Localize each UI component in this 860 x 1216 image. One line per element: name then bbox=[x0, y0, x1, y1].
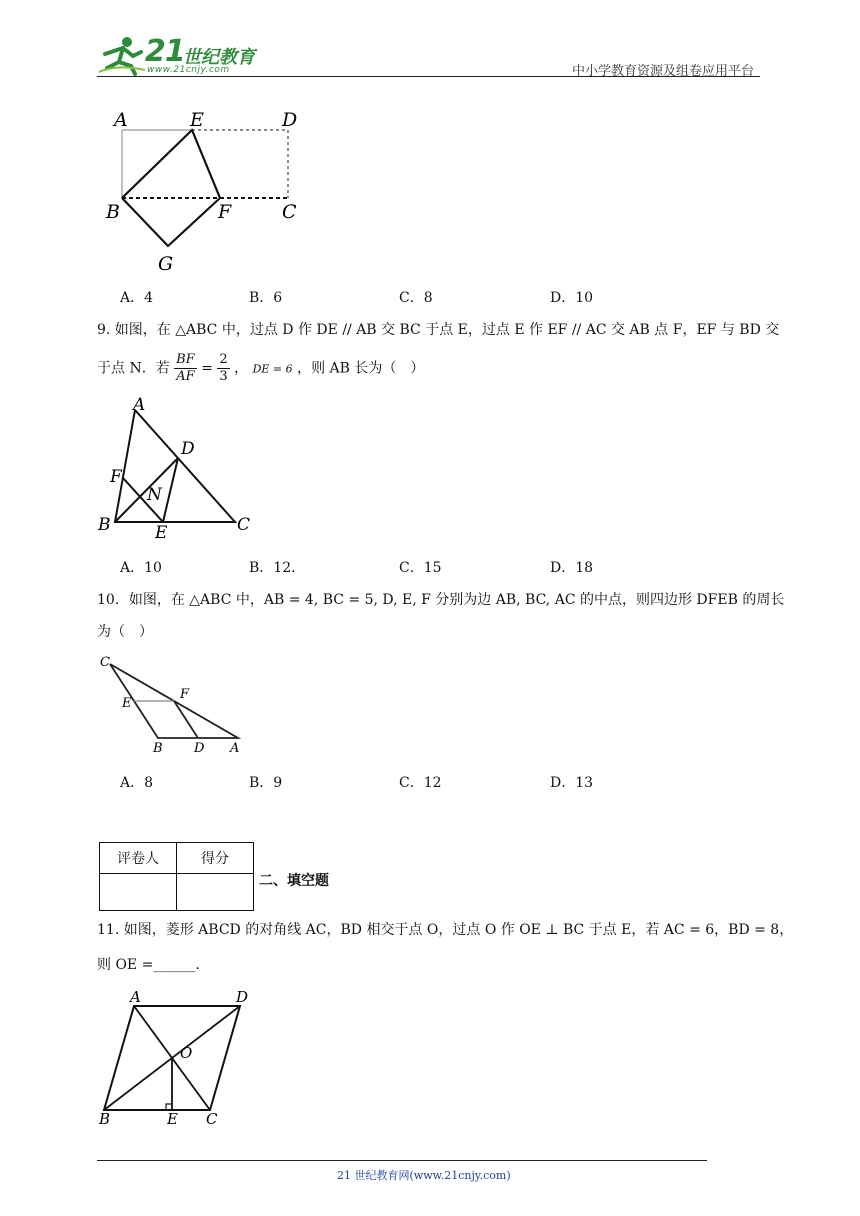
header-platform-text: 中小学教育资源及组卷应用平台 bbox=[572, 64, 755, 79]
fig8-label-a: A bbox=[114, 109, 128, 131]
q10-line2: 为（ ） bbox=[97, 624, 153, 640]
fig9-label-d: D bbox=[181, 439, 195, 459]
q10-option-b[interactable]: B．9 bbox=[249, 775, 283, 791]
logo-text: 世纪教育 bbox=[183, 47, 255, 68]
fig10-label-c: C bbox=[100, 655, 110, 670]
fig8-label-d: D bbox=[282, 109, 298, 131]
fig9-label-f: F bbox=[110, 467, 122, 487]
footer-divider bbox=[97, 1160, 707, 1161]
q10-option-a[interactable]: A．8 bbox=[120, 775, 154, 791]
q8-option-b[interactable]: B．6 bbox=[249, 290, 283, 306]
figure-q10 bbox=[98, 652, 248, 757]
runner-logo-icon bbox=[97, 34, 147, 76]
logo-url: www.21cnjy.com bbox=[147, 65, 230, 75]
figure-q8 bbox=[100, 100, 310, 275]
fig9-label-a: A bbox=[133, 395, 146, 415]
fig11-label-d: D bbox=[236, 988, 249, 1006]
fig10-label-f: F bbox=[180, 687, 190, 702]
footer-text[interactable]: 21 世纪教育网(www.21cnjy.com) bbox=[337, 1169, 511, 1182]
q11-line2: 则 OE =______. bbox=[97, 957, 200, 973]
q11-line1: 11. 如图，菱形 ABCD 的对角线 AC，BD 相交于点 O，过点 O 作 OE ⊥ BC 于点 E，若 AC = 6，BD = 8， bbox=[97, 922, 794, 938]
fig11-label-c: C bbox=[206, 1110, 218, 1128]
q9-option-d[interactable]: D．18 bbox=[550, 560, 594, 576]
fig11-label-b: B bbox=[99, 1110, 111, 1128]
q9-frac1-den: AF bbox=[176, 369, 195, 384]
fig10-label-d: D bbox=[194, 741, 205, 756]
q9-fraction-2-3 bbox=[217, 352, 229, 385]
fig11-label-a: A bbox=[130, 988, 141, 1006]
header-divider bbox=[97, 76, 760, 77]
q8-option-d[interactable]: D．10 bbox=[550, 290, 594, 306]
q9-option-a[interactable]: A．10 bbox=[120, 560, 162, 576]
q9-equals: = bbox=[201, 360, 213, 377]
fig8-label-e: E bbox=[190, 109, 204, 131]
q9-condition: DE = 6 bbox=[252, 362, 293, 376]
figure-q11 bbox=[96, 986, 261, 1128]
q9-option-c[interactable]: C．15 bbox=[399, 560, 442, 576]
fig8-label-g: G bbox=[158, 253, 174, 275]
q9-frac2-den: 3 bbox=[219, 369, 228, 384]
fig10-label-b: B bbox=[153, 741, 163, 756]
q9-frac2-num: 2 bbox=[219, 352, 228, 367]
fig10-label-a: A bbox=[230, 741, 240, 756]
figure-q9 bbox=[95, 392, 265, 542]
fig10-label-e: E bbox=[122, 696, 132, 711]
q10-option-c[interactable]: C．12 bbox=[399, 775, 442, 791]
q8-option-c[interactable]: C．8 bbox=[399, 290, 433, 306]
fig8-label-c: C bbox=[282, 201, 297, 223]
q9-frac1-num: BF bbox=[176, 352, 195, 367]
score-table-header-score: 得分 bbox=[177, 843, 254, 874]
score-table-score-cell[interactable] bbox=[177, 874, 254, 911]
fig9-label-e: E bbox=[155, 523, 168, 542]
fig9-label-n: N bbox=[147, 485, 162, 505]
fig11-label-o: O bbox=[180, 1044, 193, 1062]
score-table bbox=[99, 842, 254, 911]
logo-number: 21 bbox=[145, 34, 185, 69]
fig8-label-b: B bbox=[106, 201, 120, 223]
score-table-header-grader: 评卷人 bbox=[100, 843, 177, 874]
score-table-grader-cell[interactable] bbox=[100, 874, 177, 911]
q10-option-d[interactable]: D．13 bbox=[550, 775, 594, 791]
q10-line1: 10．如图，在 △ABC 中，AB = 4, BC = 5, D, E, F 分别为边 AB, BC, AC 的中点，则四边形 DFEB 的周长 bbox=[97, 592, 785, 608]
q9-line1: 9. 如图，在 △ABC 中，过点 D 作 DE // AB 交 BC 于点 E，过点 E 作 EF // AC 交 AB 点 F，EF 与 BD 交 bbox=[97, 322, 780, 338]
q9-fraction-bf-af bbox=[174, 352, 197, 385]
fig11-label-e: E bbox=[167, 1110, 178, 1128]
fig8-label-f: F bbox=[218, 201, 232, 223]
fig9-label-c: C bbox=[237, 515, 251, 535]
q9-line2-suffix: ，则 AB 长为（ ） bbox=[297, 360, 425, 377]
section-title: 二、填空题 bbox=[259, 873, 329, 889]
logo bbox=[97, 34, 267, 76]
q9-line2-prefix: 于点 N．若 bbox=[97, 360, 170, 377]
fig9-label-b: B bbox=[98, 515, 111, 535]
q9-line2: 于点 N．若 $\frac{BF}{AF}$ = $\frac{2}{3}$ ， DE = 6 ，则 AB 长为（ ） bbox=[97, 352, 425, 384]
q8-option-a[interactable]: A．4 bbox=[120, 290, 154, 306]
q9-option-b[interactable]: B．12． bbox=[249, 560, 306, 576]
